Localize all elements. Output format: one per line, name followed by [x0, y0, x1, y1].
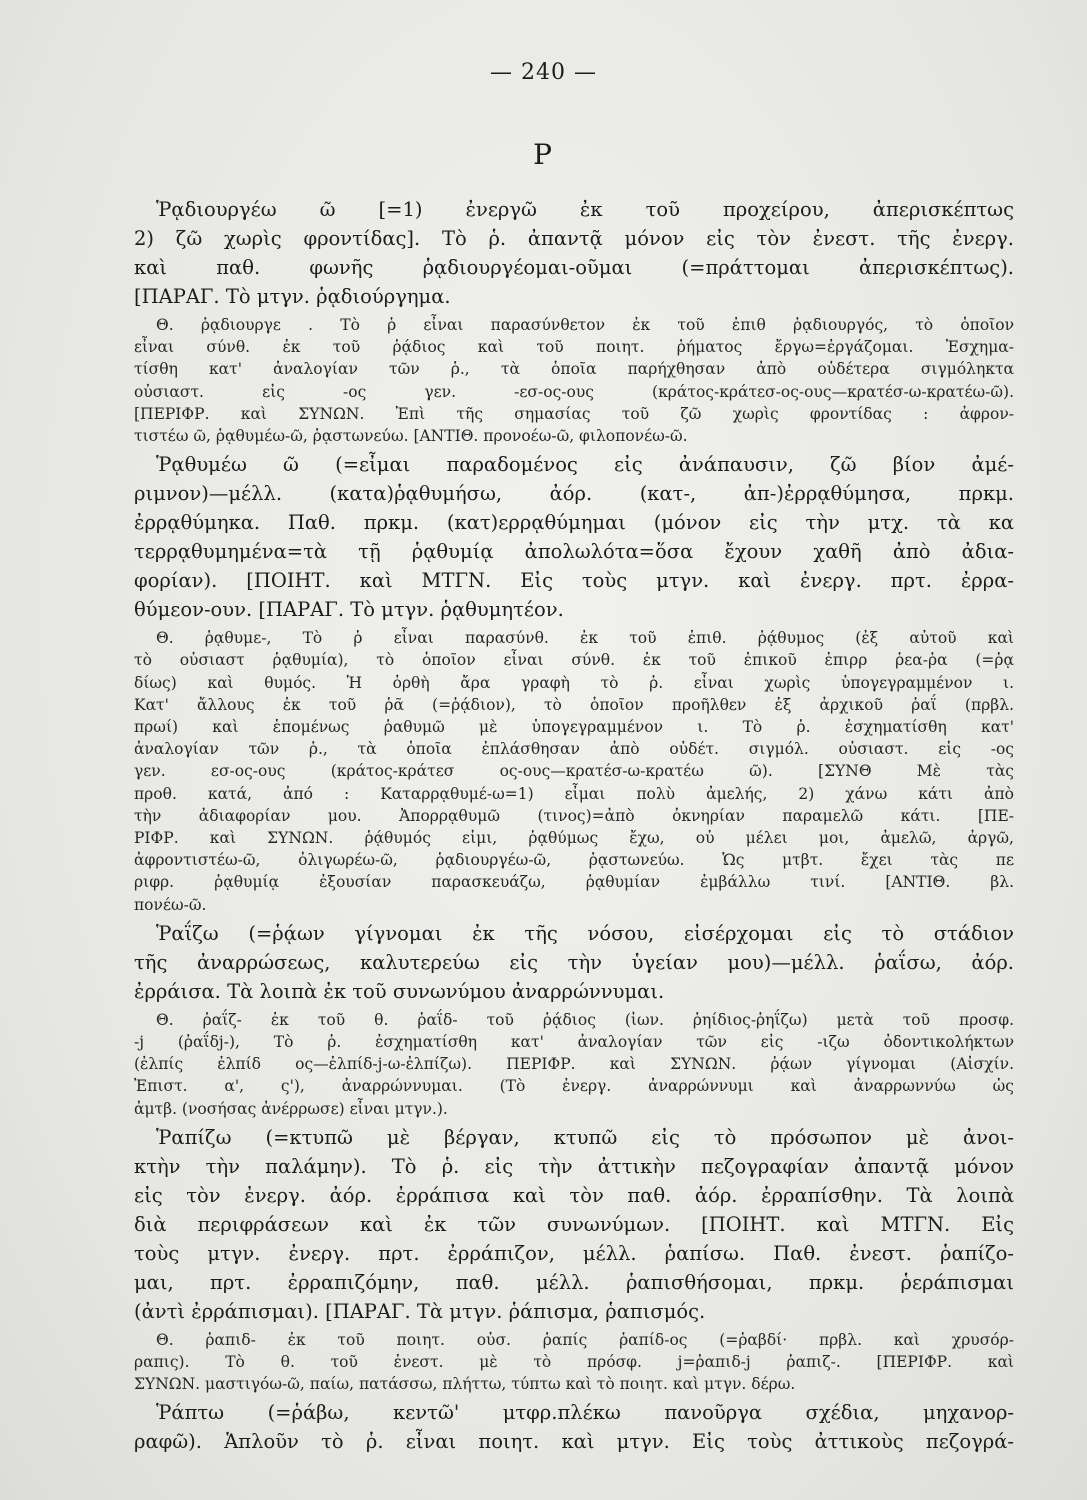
- entry-text-line: ραφῶ). Ἁπλοῦν τὸ ῥ. εἶναι ποιητ. καὶ μτγν. Εἰς τοὺς ἀττικοὺς πεζογρά-: [134, 1430, 1014, 1454]
- etymology-note-line: -j (ῥαΐδj-), Τὸ ῥ. ἐσχηματίσθη κατ' ἀναλογίαν τῶν εἰς -ιζω ὀδοντικολήκτων: [134, 1033, 1014, 1051]
- etymology-note-line: ραπις). Τὸ θ. τοῦ ἐνεστ. μὲ τὸ πρόσφ. j=ῥαπιδ-j ῥαπιζ-. [ΠΕΡΙΦΡ. καὶ: [134, 1353, 1014, 1371]
- etymology-note-line: εἶναι σύνθ. ἐκ τοῦ ῥᾴδιος καὶ τοῦ ποιητ. ῥήματος ἔργω=ἐργάζομαι. Ἐσχημα-: [134, 338, 1014, 357]
- etymology-note-line: προθ. κατά, ἀπό : Καταρρᾳθυμέ-ω=1) εἶμαι πολὺ ἀμελής, 2) χάνω κάτι ἀπὸ: [134, 784, 1014, 803]
- etymology-note-line: ριφρ. ῥᾳθυμίᾳ ἐξουσίαν παρασκευάζω, ῥᾳθυμίαν ἐμβάλλω τινί. [ΑΝΤΙΘ. βλ.: [134, 873, 1014, 892]
- entry-text-line: τῆς ἀναρρώσεως, καλυτερεύω εἰς τὴν ὑγείαν μου)—μέλλ. ῥαΐσω, ἀόρ.: [134, 950, 1014, 974]
- entry-text-line: φορίαν). [ΠΟΙΗΤ. καὶ ΜΤΓΝ. Εἰς τοὺς μτγν. καὶ ἐνεργ. πρτ. ἐρρα-: [134, 569, 1014, 593]
- entry-text-line: θύμεον-ουν. [ΠΑΡΑΓ. Τὸ μτγν. ῥᾳθυμητέον.: [134, 598, 564, 622]
- etymology-note-line: πονέω-ῶ.: [134, 895, 207, 914]
- entry-text-line: τοὺς μτγν. ἐνεργ. πρτ. ἐρράπιζον, μέλλ. ῥαπίσω. Παθ. ἐνεστ. ῥαπίζο-: [134, 1241, 1014, 1265]
- entry-text-line: κτὴν τὴν παλάμην). Τὸ ῥ. εἰς τὴν ἀττικὴν πεζογραφίαν ἀπαντᾷ μόνον: [134, 1154, 1014, 1178]
- etymology-note-line: πρωί) καὶ ἑπομένως ῥαθυμῶ μὲ ὑπογεγραμμένον ι. Τὸ ῥ. ἐσχηματίσθη κατ': [134, 718, 1014, 736]
- etymology-note-line: γεν. εσ-ος-ους (κράτος-κράτεσ ος-ους—κρατέσ-ω-κρατέω ῶ). [ΣΥΝΘ Μὲ τὰς: [134, 762, 1014, 781]
- entry-text-line: (ἀντὶ ἐρράπισμαι). [ΠΑΡΑΓ. Τὰ μτγν. ῥάπισμα, ῥαπισμός.: [134, 1299, 706, 1323]
- etymology-note-line: Ἐπιστ. α', ς'), ἀναρρώννυμαι. (Τὸ ἐνεργ. ἀναρρώννυμι καὶ ἀναρρωννύω ὡς: [134, 1077, 1014, 1096]
- etymology-note-line: ΣΥΝΩΝ. μαστιγόω-ῶ, παίω, πατάσσω, πλήττω, τύπτω καὶ τὸ ποιητ. καὶ μτγν. δέρω.: [134, 1375, 796, 1394]
- etymology-note-line: Θ. ῥᾳδιουργε . Τὸ ῥ εἶναι παρασύνθετον ἐκ τοῦ ἐπιθ ῥᾳδιουργός, τὸ ὁποῖον: [156, 316, 1014, 334]
- entry-text-line: ριμνον)—μέλλ. (κατα)ῥᾳθυμήσω, ἀόρ. (κατ-, ἀπ-)ἐρρᾳθύμησα, πρκμ.: [134, 482, 1014, 506]
- section-letter: P: [533, 138, 554, 171]
- etymology-note-line: Θ. ῥαπιδ- ἐκ τοῦ ποιητ. οὐσ. ῥαπίς ῥαπίδ-ος (=ῥαβδί· πρβλ. καὶ χρυσόρ-: [156, 1330, 1014, 1349]
- entry-text-line: εἰς τὸν ἐνεργ. ἀόρ. ἐρράπισα καὶ τὸν παθ. ἀόρ. ἐρραπίσθην. Τὰ λοιπὰ: [134, 1183, 1014, 1207]
- entry-text-line: ἐρράισα. Τὰ λοιπὰ ἐκ τοῦ συνωνύμου ἀναρρώννυμαι.: [134, 979, 665, 1003]
- etymology-note-line: δίως) καὶ θυμός. Ἡ ὀρθὴ ἄρα γραφὴ τὸ ῥ. εἶναι χωρὶς ὑπογεγραμμένον ι.: [134, 673, 1014, 692]
- entry-text-line: Ῥᾳθυμέω ῶ (=εἶμαι παραδομένος εἰς ἀνάπαυσιν, ζῶ βίον ἀμέ-: [156, 453, 1014, 477]
- entry-text-line: Ῥαΐζω (=ῥᾴων γίγνομαι ἐκ τῆς νόσου, εἰσέρχομαι εἰς τὸ στάδιον: [156, 921, 1014, 945]
- etymology-note-line: ἀμτβ. (νοσήσας ἀνέρρωσε) εἶναι μτγν.).: [134, 1099, 448, 1118]
- etymology-note-line: Θ. ῥᾳθυμε-, Τὸ ῥ εἶναι παρασύνθ. ἐκ τοῦ ἐπιθ. ῥᾴθυμος (ἐξ αὐτοῦ καὶ: [156, 629, 1014, 648]
- entry-text-line: τερρᾳθυμημένα=τὰ τῇ ῥᾳθυμίᾳ ἀπολωλότα=ὅσα ἔχουν χαθῆ ἀπὸ ἀδια-: [134, 540, 1014, 564]
- entry-text-line: [ΠΑΡΑΓ. Τὸ μτγν. ῥᾳδιούργημα.: [134, 285, 451, 308]
- etymology-note-line: ἀφροντιστέω-ῶ, ὀλιγωρέω-ῶ, ῥᾳδιουργέω-ῶ, ῥᾳστωνεύω. Ὡς μτβτ. ἔχει τὰς πε: [134, 851, 1014, 870]
- etymology-note-line: τίσθη κατ' ἀναλογίαν τῶν ῥ., τὰ ὁποῖα παρήχθησαν ἀπὸ οὐδέτερα σιγμόληκτα: [134, 360, 1014, 379]
- etymology-note-line: τὸ οὐσιαστ ῥᾳθυμία), τὸ ὁποῖον εἶναι σύνθ. ἐκ τοῦ ἐπικοῦ ἐπιρρ ῥεα-ῥα (=ῥᾳ: [134, 651, 1014, 670]
- etymology-note-line: (ἐλπίς ἐλπίδ ος—ἐλπίδ-j-ω-ἐλπίζω). ΠΕΡΙΦΡ. καὶ ΣΥΝΩΝ. ῥᾴων γίγνομαι (Αἰσχίν.: [134, 1055, 1014, 1074]
- etymology-note-line: τὴν ἀδιαφορίαν μου. Ἀπορρᾳθυμῶ (τινος)=ἀπὸ ὀκνηρίαν παραμελῶ κάτι. [ΠΕ-: [134, 806, 1014, 825]
- page-number: — 240 —: [490, 60, 597, 85]
- entry-text-line: ἐρρᾳθύμηκα. Παθ. πρκμ. (κατ)ερρᾳθύμημαι (μόνον εἰς τὴν μτχ. τὰ κα: [134, 511, 1014, 535]
- etymology-note-line: ΡΙΦΡ. καὶ ΣΥΝΩΝ. ῥᾴθυμός εἰμι, ῥᾳθύμως ἔχω, οὐ μέλει μοι, ἀμελῶ, ἀργῶ,: [134, 829, 1014, 847]
- etymology-note-line: Κατ' ἄλλους ἐκ τοῦ ῥᾶ (=ῥᾴδιον), τὸ ὁποῖον προῆλθεν ἐξ ἀρχικοῦ ῥαΐ (πρβλ.: [134, 695, 1014, 714]
- entry-text-line: διὰ περιφράσεων καὶ ἐκ τῶν συνωνύμων. [ΠΟΙΗΤ. καὶ ΜΤΓΝ. Εἰς: [134, 1212, 1014, 1236]
- entry-text-line: Ῥαπίζω (=κτυπῶ μὲ βέργαν, κτυπῶ εἰς τὸ πρόσωπον μὲ ἀνοι-: [156, 1125, 1014, 1149]
- etymology-note-line: οὐσιαστ. εἰς -ος γεν. -εσ-ος-ους (κράτος-κράτεσ-ος-ους—κρατέσ-ω-κρατέω-ῶ).: [134, 382, 1014, 401]
- entry-text-line: 2) ζῶ χωρὶς φροντίδας]. Τὸ ῥ. ἀπαντᾷ μόνον εἰς τὸν ἐνεστ. τῆς ἐνεργ.: [134, 227, 1014, 250]
- etymology-note-line: τιστέω ῶ, ῥᾳθυμέω-ῶ, ῥᾳστωνεύω. [ΑΝΤΙΘ. προνοέω-ῶ, φιλοπονέω-ῶ.: [134, 427, 688, 445]
- entry-text-line: Ῥάπτω (=ῥάβω, κεντῶ' μτφρ.πλέκω πανοῦργα σχέδια, μηχανορ-: [156, 1401, 1014, 1425]
- entry-text-line: Ῥᾳδιουργέω ῶ [=1) ἐνεργῶ ἐκ τοῦ προχείρου, ἀπερισκέπτως: [156, 198, 1014, 221]
- entry-text-line: καὶ παθ. φωνῆς ῥᾳδιουργέομαι-οῦμαι (=πράττομαι ἀπερισκέπτως).: [134, 256, 1014, 279]
- etymology-note-line: ἀναλογίαν τῶν ῥ., τὰ ὁποῖα ἐπλάσθησαν ἀπὸ οὐδέτ. σιγμόλ. οὐσιαστ. εἰς -ος: [134, 740, 1014, 759]
- etymology-note-line: [ΠΕΡΙΦΡ. καὶ ΣΥΝΩΝ. Ἐπὶ τῆς σημασίας τοῦ ζῶ χωρὶς φροντίδας : ἀφρον-: [134, 404, 1014, 423]
- entry-text-line: μαι, πρτ. ἐρραπιζόμην, παθ. μέλλ. ῥαπισθήσομαι, πρκμ. ῥεράπισμαι: [134, 1270, 1014, 1294]
- etymology-note-line: Θ. ῥαΐζ- ἐκ τοῦ θ. ῥαΐδ- τοῦ ῥᾴδιος (ἰων. ῥηίδιος-ῥηΐζω) μετὰ τοῦ προσφ.: [156, 1010, 1014, 1029]
